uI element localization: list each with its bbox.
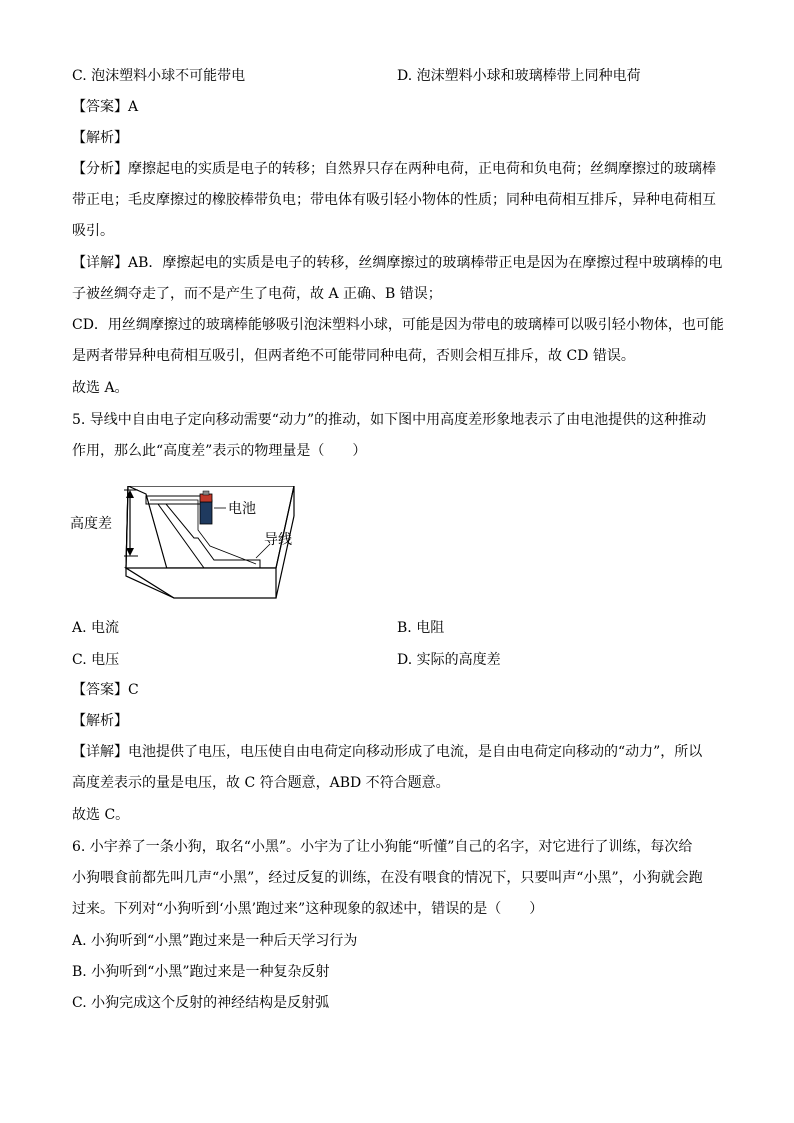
q4-detail-line-1: 【详解】AB．摩擦起电的实质是电子的转移，丝绸摩擦过的玻璃棒带正电是因为在摩擦过程中玻璃棒的电 [72,255,723,271]
q4-answer [72,97,138,117]
q5-detail-line-1: 【详解】电池提供了电压，电压使自由电荷定向移动形成了电流，是自由电荷定向移动的“动力”，所以 [72,744,703,760]
q4-detail-line-3: CD．用丝绸摩擦过的玻璃棒能够吸引泡沫塑料小球，可能是因为带电的玻璃棒可以吸引轻小物体，也可能 [72,317,724,333]
q4-fenxi-line-3: 吸引。 [72,223,114,239]
q4-analysis-label: 【解析】 [72,130,128,146]
q4-option-d: D. 泡沫塑料小球和玻璃棒带上同种电荷 [397,68,641,84]
answer-value: C [128,682,139,698]
q5-option-c: C. 电压 [72,652,120,668]
answer-label: 【答案】 [72,682,128,698]
q6-option-a: A. 小狗听到“小黑”跑过来是一种后天学习行为 [72,933,358,949]
q5-option-a: A. 电流 [72,620,120,636]
answer-value: A [128,99,139,115]
q6-option-c: C. 小狗完成这个反射的神经结构是反射弧 [72,995,330,1011]
answer-label: 【答案】 [72,99,128,115]
q4-option-c: C. 泡沫塑料小球不可能带电 [72,68,246,84]
q5-stem-line-2: 作用，那么此“高度差”表示的物理量是（ ） [72,443,367,459]
q6-stem-line-2: 小狗喂食前都先叫几声“小黑”，经过反复的训练，在没有喂食的情况下，只要叫声“小黑”，小狗就会跑 [72,870,703,886]
q5-analysis-label: 【解析】 [72,713,128,729]
battery-label: 电池 [228,501,256,517]
q4-detail-line-2: 子被丝绸夺走了，而不是产生了电荷，故 A 正确、B 错误； [72,286,442,302]
block-front-face [126,568,276,598]
q5-detail-line-2: 高度差表示的量是电压，故 C 符合题意，ABD 不符合题意。 [72,775,450,791]
q5-option-b: B. 电阻 [397,620,445,636]
q5-answer [72,680,139,700]
q5-choose: 故选 C。 [72,807,130,823]
q4-choose: 故选 A。 [72,380,129,396]
height-difference-figure [70,486,310,606]
q4-fenxi-line-1: 【分析】摩擦起电的实质是电子的转移；自然界只存在两种电荷，正电荷和负电荷；丝绸摩擦过的玻璃棒 [72,161,716,177]
q6-stem-line-3: 过来。下列对“小狗听到‘小黑’跑过来”这种现象的叙述中，错误的是（ ） [72,901,544,917]
q5-option-d: D. 实际的高度差 [397,652,501,668]
q4-fenxi-line-2: 带正电；毛皮摩擦过的橡胶棒带负电；带电体有吸引轻小物体的性质；同种电荷相互排斥，异种电荷相互 [72,192,716,208]
q5-stem-line-1: 5. 导线中自由电子定向移动需要“动力”的推动，如下图中用高度差形象地表示了由电池提供的这种推动 [72,412,707,428]
height-label: 高度差 [70,516,112,532]
wire-label: 导线 [264,532,292,548]
q4-detail-line-4: 是两者带异种电荷相互吸引，但两者绝不可能带同种电荷，否则会相互排斥，故 CD 错误。 [72,348,635,364]
q6-stem-line-1: 6. 小宇养了一条小狗，取名“小黑”。小宇为了让小狗能“听懂”自己的名字，对它进行了训练，每次给 [72,839,693,855]
q6-option-b: B. 小狗听到“小黑”跑过来是一种复杂反射 [72,964,330,980]
battery-icon [200,500,212,524]
